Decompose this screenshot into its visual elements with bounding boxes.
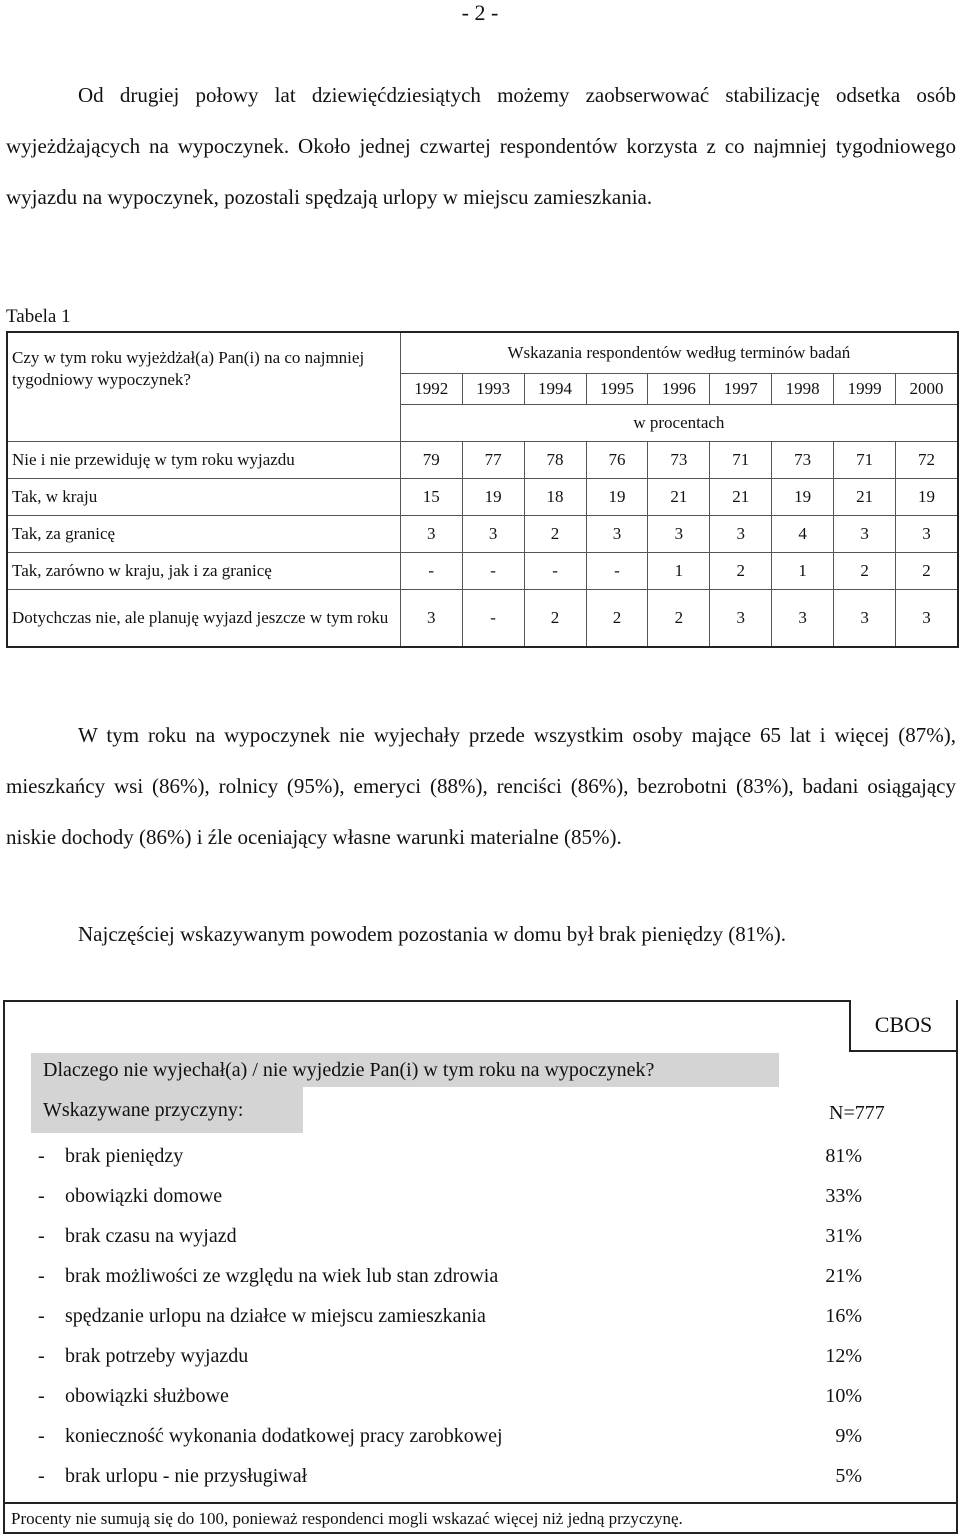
cbos-survey-box xyxy=(3,1000,958,1534)
table-cell: 1 xyxy=(648,553,710,590)
table-row xyxy=(7,553,958,590)
list-item xyxy=(5,1376,956,1416)
list-item xyxy=(5,1136,956,1176)
table-caption: Tabela 1 xyxy=(6,306,71,327)
year-1997: 1997 xyxy=(710,374,772,405)
table-cell: 3 xyxy=(896,590,958,648)
reason-paragraph: Najczęściej wskazywanym powodem pozostania w domu był brak pieniędzy (81%). xyxy=(78,922,786,946)
table-unit: w procentach xyxy=(400,405,958,442)
table-cell: 77 xyxy=(462,442,524,479)
table-cell: 2 xyxy=(586,590,648,648)
year-2000: 2000 xyxy=(896,374,958,405)
table-cell: 71 xyxy=(834,442,896,479)
table-header: Wskazania respondentów według terminów badań xyxy=(400,332,958,374)
table-cell: 4 xyxy=(772,516,834,553)
list-item xyxy=(5,1336,956,1376)
list-dash: - xyxy=(38,1465,45,1487)
survey-table xyxy=(6,331,959,648)
reason-label: brak urlopu - nie przysługiwał xyxy=(65,1465,308,1487)
reason-percent: 12% xyxy=(825,1345,862,1367)
box-subheader: Wskazywane przyczyny: xyxy=(31,1087,303,1133)
reason-percent: 31% xyxy=(825,1225,862,1247)
reason-label: brak czasu na wyjazd xyxy=(65,1225,237,1247)
table-cell: - xyxy=(524,553,586,590)
table-cell: 73 xyxy=(772,442,834,479)
table-cell: 2 xyxy=(710,553,772,590)
table-cell: 21 xyxy=(710,479,772,516)
table-cell: 2 xyxy=(648,590,710,648)
row-label: Dotychczas nie, ale planuję wyjazd jeszcze w tym roku xyxy=(7,590,400,648)
list-dash: - xyxy=(38,1425,45,1447)
table-cell: 3 xyxy=(648,516,710,553)
list-item xyxy=(5,1296,956,1336)
table-cell: 3 xyxy=(834,590,896,648)
table-cell: 18 xyxy=(524,479,586,516)
table-cell: - xyxy=(462,553,524,590)
table-cell: 21 xyxy=(648,479,710,516)
reason-percent: 21% xyxy=(825,1265,862,1287)
reason-label: obowiązki służbowe xyxy=(65,1385,229,1407)
year-1999: 1999 xyxy=(834,374,896,405)
year-1992: 1992 xyxy=(400,374,462,405)
list-dash: - xyxy=(38,1225,45,1247)
table-cell: - xyxy=(462,590,524,648)
list-item xyxy=(5,1216,956,1256)
table-cell: 3 xyxy=(586,516,648,553)
list-dash: - xyxy=(38,1145,45,1167)
list-dash: - xyxy=(38,1345,45,1367)
reason-percent: 33% xyxy=(825,1185,862,1207)
table-cell: 3 xyxy=(834,516,896,553)
year-1996: 1996 xyxy=(648,374,710,405)
table-cell: 76 xyxy=(586,442,648,479)
table-cell: 3 xyxy=(400,516,462,553)
reason-percent: 16% xyxy=(825,1305,862,1327)
reason-label: spędzanie urlopu na działce w miejscu zamieszkania xyxy=(65,1305,486,1327)
row-label: Tak, w kraju xyxy=(7,479,400,516)
table-cell: 2 xyxy=(834,553,896,590)
row-label: Tak, zarówno w kraju, jak i za granicę xyxy=(7,553,400,590)
list-dash: - xyxy=(38,1385,45,1407)
year-1993: 1993 xyxy=(462,374,524,405)
table-cell: 2 xyxy=(896,553,958,590)
table-cell: 71 xyxy=(710,442,772,479)
table-cell: 3 xyxy=(462,516,524,553)
page-number: - 2 - xyxy=(461,0,499,25)
reasons-list xyxy=(5,1136,956,1496)
table-cell: 19 xyxy=(896,479,958,516)
reason-label: brak pieniędzy xyxy=(65,1145,184,1167)
table-cell: - xyxy=(400,553,462,590)
list-item xyxy=(5,1416,956,1456)
table-cell: 21 xyxy=(834,479,896,516)
table-cell: 3 xyxy=(772,590,834,648)
table-cell: - xyxy=(586,553,648,590)
box-footnote: Procenty nie sumują się do 100, ponieważ respondenci mogli wskazać więcej niż jedną przyczynę. xyxy=(5,1502,956,1532)
table-row xyxy=(7,516,958,553)
source-label: CBOS xyxy=(849,1000,958,1052)
list-item xyxy=(5,1456,956,1496)
list-dash: - xyxy=(38,1265,45,1287)
reason-label: brak potrzeby wyjazdu xyxy=(65,1345,249,1367)
year-1994: 1994 xyxy=(524,374,586,405)
table-cell: 73 xyxy=(648,442,710,479)
table-row xyxy=(7,442,958,479)
table-cell: 19 xyxy=(462,479,524,516)
table-row xyxy=(7,479,958,516)
table-cell: 78 xyxy=(524,442,586,479)
intro-paragraph: Od drugiej połowy lat dziewięćdziesiątych możemy zaobserwować stabilizację odsetka osób wyjeżdżających na wypoczynek. Około jednej czwartej respondentów korzysta z co najmniej tygodniowego wyjazdu na wypoczynek, pozostali spędzają urlopy w miejscu zamieszkania. xyxy=(6,83,956,209)
table-row xyxy=(7,590,958,648)
list-item xyxy=(5,1256,956,1296)
year-1995: 1995 xyxy=(586,374,648,405)
reason-label: brak możliwości ze względu na wiek lub stan zdrowia xyxy=(65,1265,499,1287)
year-1998: 1998 xyxy=(772,374,834,405)
list-dash: - xyxy=(38,1305,45,1327)
reason-percent: 5% xyxy=(835,1465,862,1487)
table-question: Czy w tym roku wyjeżdżał(a) Pan(i) na co najmniej tygodniowy wypoczynek? xyxy=(7,332,400,442)
table-cell: 19 xyxy=(586,479,648,516)
row-label: Tak, za granicę xyxy=(7,516,400,553)
box-question: Dlaczego nie wyjechał(a) / nie wyjedzie Pan(i) w tym roku na wypoczynek? xyxy=(31,1053,779,1087)
table-cell: 72 xyxy=(896,442,958,479)
reason-percent: 9% xyxy=(835,1425,862,1447)
table-cell: 2 xyxy=(524,516,586,553)
table-cell: 1 xyxy=(772,553,834,590)
reason-label: konieczność wykonania dodatkowej pracy zarobkowej xyxy=(65,1425,503,1447)
table-cell: 3 xyxy=(896,516,958,553)
sample-size: N=777 xyxy=(829,1102,885,1124)
table-cell: 3 xyxy=(710,590,772,648)
table-cell: 15 xyxy=(400,479,462,516)
list-item xyxy=(5,1176,956,1216)
table-cell: 79 xyxy=(400,442,462,479)
reason-label: obowiązki domowe xyxy=(65,1185,223,1207)
table-cell: 3 xyxy=(400,590,462,648)
table-cell: 2 xyxy=(524,590,586,648)
table-cell: 19 xyxy=(772,479,834,516)
reason-percent: 81% xyxy=(825,1145,862,1167)
row-label: Nie i nie przewiduję w tym roku wyjazdu xyxy=(7,442,400,479)
reason-percent: 10% xyxy=(825,1385,862,1407)
list-dash: - xyxy=(38,1185,45,1207)
table-cell: 3 xyxy=(710,516,772,553)
groups-paragraph: W tym roku na wypoczynek nie wyjechały przede wszystkim osoby mające 65 lat i więcej (87%), mieszkańcy wsi (86%), rolnicy (95%), emeryci (88%), renciści (86%), bezrobotni (83%), badani osiągający niskie dochody (86%) i źle oceniający własne warunki materialne (85%). xyxy=(6,723,956,849)
